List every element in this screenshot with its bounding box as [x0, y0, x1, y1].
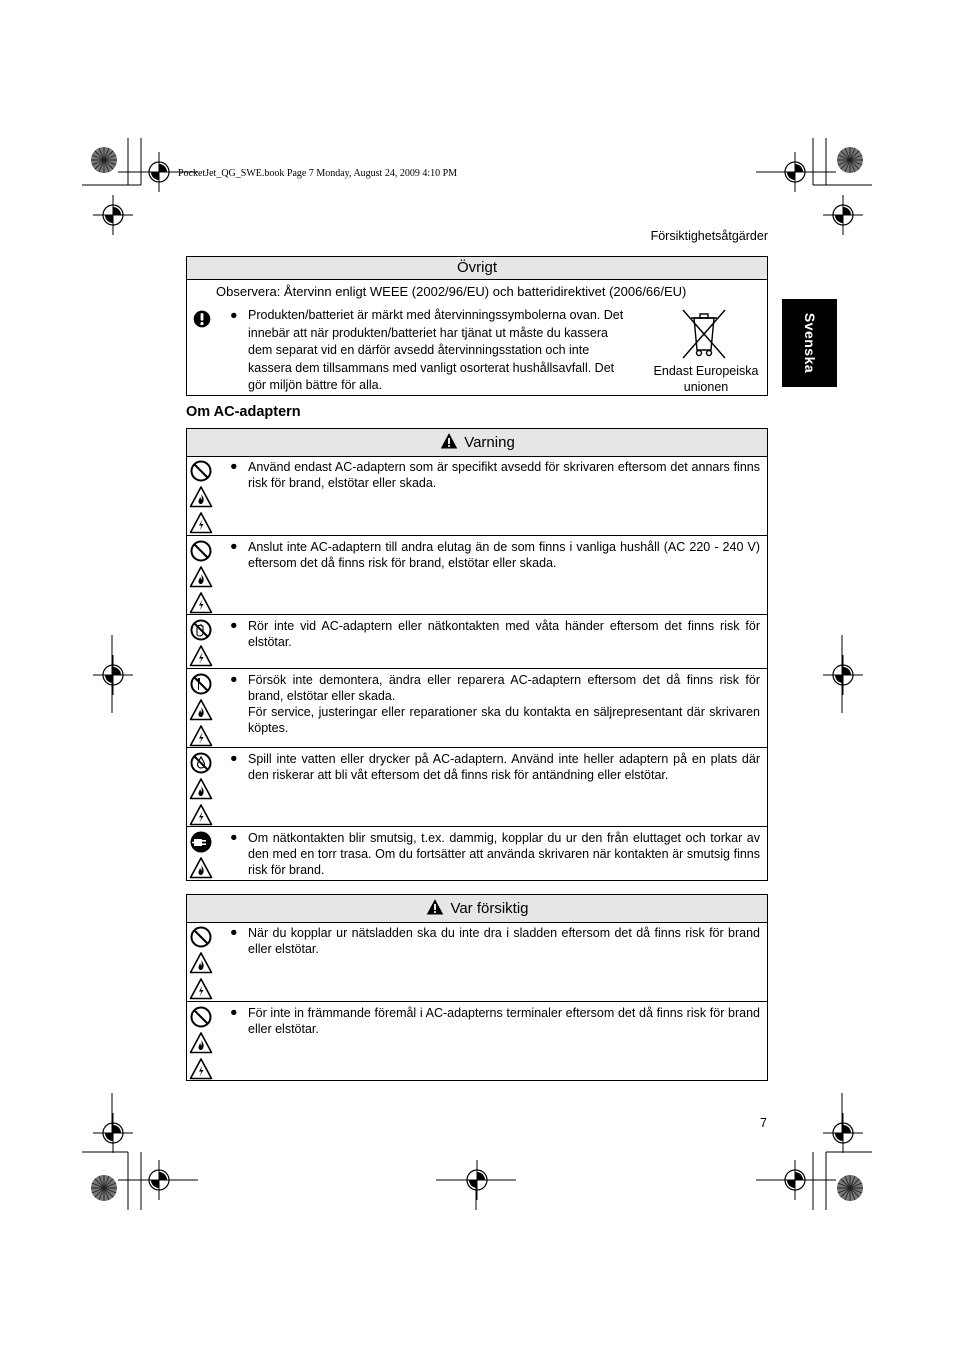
caution-row	[187, 922, 767, 1002]
caution-text: När du kopplar ur nätsladden ska du inte dra i sladden eftersom det då finns risk för brand eller elstötar.	[248, 926, 760, 956]
warning-text: Använd endast AC-adaptern som är specifikt avsedd för skrivaren eftersom det annars finns risk för brand, elstötar eller skada.	[248, 460, 760, 490]
warning-row	[187, 535, 767, 615]
language-tab	[782, 299, 837, 387]
warning-table	[186, 428, 768, 881]
electric-shock-icon	[189, 644, 213, 668]
no-water-icon	[189, 751, 213, 775]
bullet-dot: ●	[230, 751, 238, 765]
bullet-dot: ●	[230, 672, 238, 686]
weee-crossed-bin-icon	[680, 308, 728, 360]
fire-hazard-icon	[189, 485, 213, 509]
section-title: Om AC-adaptern	[186, 404, 301, 420]
ovrigt-header	[187, 257, 767, 280]
weee-caption-line-2: unionen	[683, 380, 729, 394]
bullet-dot: ●	[230, 925, 238, 939]
ovrigt-title: Övrigt	[456, 259, 497, 276]
caution-text: För inte in främmande föremål i AC-adapterns terminaler eftersom det då finns risk för brand eller elstötar.	[248, 1006, 760, 1036]
weee-caption	[643, 363, 769, 395]
ovrigt-note: Observera: Återvinn enligt WEEE (2002/96/EU) och batteridirektivet (2006/66/EU)	[216, 284, 687, 299]
fire-hazard-icon	[189, 565, 213, 589]
caution-table	[186, 894, 768, 1081]
fire-hazard-icon	[189, 698, 213, 722]
warning-text-line: För service, justeringar eller reparationer ska du kontakta en säljrepresentant där skrivaren köptes.	[248, 705, 760, 735]
warning-text: Rör inte vid AC-adaptern eller nätkontakten med våta händer eftersom det finns risk för elstötar.	[248, 619, 760, 649]
warning-triangle-icon	[425, 898, 445, 916]
weee-caption-line-1: Endast Europeiska	[653, 364, 759, 378]
mandatory-action-icon	[192, 309, 212, 329]
fire-hazard-icon	[189, 856, 213, 880]
electric-shock-icon	[189, 511, 213, 535]
electric-shock-icon	[189, 803, 213, 827]
caution-row	[187, 1001, 767, 1081]
fire-hazard-icon	[189, 1031, 213, 1055]
unplug-icon	[189, 830, 213, 854]
fire-hazard-icon	[189, 777, 213, 801]
prohibited-icon	[189, 1005, 213, 1029]
running-header: Försiktighetsåtgärder	[650, 229, 768, 243]
caution-title: Var försiktig	[450, 900, 529, 917]
warning-header	[187, 429, 767, 457]
bullet-dot: ●	[230, 459, 238, 473]
print-slug: PocketJet_QG_SWE.book Page 7 Monday, August 24, 2009 4:10 PM	[178, 168, 458, 179]
warning-row	[187, 747, 767, 827]
warning-title: Varning	[464, 434, 515, 451]
ovrigt-bullet-text: Produkten/batteriet är märkt med återvinningssymbolerna ovan. Det innebär att när produkten/batteriet har tjänat ut måste du kassera dem separat vid en därför avsedd återvinningsstation och inte kassera dem tillsammans med vanligt osorterat hushållsavfall. Det gör miljön bättre för alla.	[248, 308, 624, 393]
fire-hazard-icon	[189, 951, 213, 975]
warning-text-line: Försök inte demontera, ändra eller reparera AC-adaptern eftersom det då finns risk för brand, elstötar eller skada.	[248, 673, 760, 703]
prohibited-icon	[189, 459, 213, 483]
bullet-dot: ●	[230, 618, 238, 632]
bullet-dot: ●	[230, 830, 238, 844]
electric-shock-icon	[189, 977, 213, 1001]
no-disassembly-icon	[189, 672, 213, 696]
electric-shock-icon	[189, 1057, 213, 1081]
warning-text	[248, 672, 760, 736]
ovrigt-table	[186, 256, 768, 396]
warning-text: Anslut inte AC-adaptern till andra elutag än de som finns i vanliga hushåll (AC 220 - 240 V) eftersom det då finns risk för brand, elstötar eller skada.	[248, 540, 760, 570]
warning-row	[187, 826, 767, 881]
warning-row	[187, 614, 767, 668]
prohibited-icon	[189, 925, 213, 949]
warning-text: Om nätkontakten blir smutsig, t.ex. dammig, kopplar du ur den från eluttaget och torkar av den med en torr trasa. Om du fortsätter att använda skrivaren när kontakten är smutsig finns risk för brand.	[248, 831, 760, 877]
page-number: 7	[760, 1116, 767, 1130]
no-wet-hands-icon	[189, 618, 213, 642]
language-tab-label: Svenska	[801, 312, 818, 374]
electric-shock-icon	[189, 591, 213, 615]
warning-triangle-icon	[439, 432, 459, 450]
bullet-dot: ●	[230, 308, 238, 322]
warning-text: Spill inte vatten eller drycker på AC-adaptern. Använd inte heller adaptern på en plats där den riskerar att bli våt eftersom det då finns risk för antändning eller elstötar.	[248, 752, 760, 782]
prohibited-icon	[189, 539, 213, 563]
caution-header	[187, 895, 767, 923]
electric-shock-icon	[189, 724, 213, 748]
bullet-dot: ●	[230, 1005, 238, 1019]
bullet-dot: ●	[230, 539, 238, 553]
warning-row	[187, 456, 767, 536]
warning-row	[187, 668, 767, 748]
